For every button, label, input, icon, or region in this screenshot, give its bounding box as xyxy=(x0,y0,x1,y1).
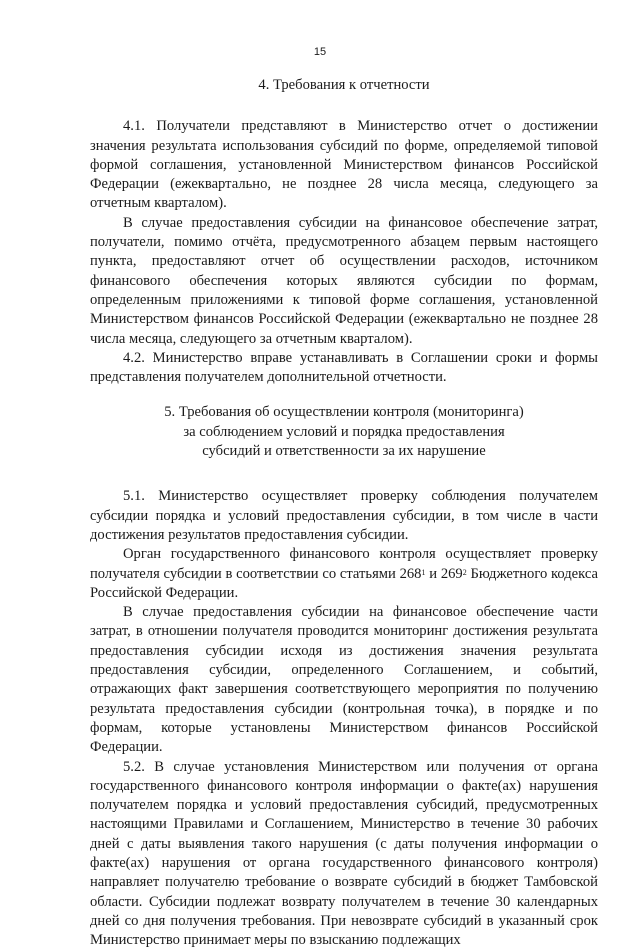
paragraph-4-2: 4.2. Министерство вправе устанавливать в Соглашении сроки и формы представления получателем дополнительной отчетности. xyxy=(90,349,598,388)
section-5-heading xyxy=(90,403,598,461)
audit-text-b: и 269 xyxy=(425,566,462,582)
superscript-1: 1 xyxy=(421,568,425,577)
paragraph-4-1-cont: В случае предоставления субсидии на финансовое обеспечение затрат, получатели, помимо отчёта, предусмотренного абзацем первым настоящего пункта, предоставляют отчет об осуществлении расходов, источником финансового обеспечения которых являются субсидии по формам, определенным приложениями к типовой форме соглашения, установленной Министерством финансов Российской Федерации (ежеквартально не позднее 28 числа месяца, следующего за отчетным кварталом). xyxy=(90,214,598,349)
audit-text-c: Бюджетного кодекса Российской Федерации. xyxy=(90,566,598,601)
section-4-heading: 4. Требования к отчетности xyxy=(90,76,598,95)
paragraph-5-2: 5.2. В случае установления Министерством или получения от органа государственного финансового контроля информации о факте(ах) нарушения получателем порядка и условий предоставления субсидий, предусмотренных настоящими Правилами и Соглашением, Министерство в течение 30 рабочих дней с даты выявления такого нарушения (с даты получения информации о факте(ах) нарушения от органа государственного финансового контроля) направляет получателю требование о возврате субсидий в бюджет Тамбовской области. Субсидии подлежат возврату получателем в течение 30 календарных дней со дня получения требования. При невозврате субсидий в указанный срок Министерство принимает меры по взысканию подлежащих xyxy=(90,758,598,950)
section-5-heading-line-3: субсидий и ответственности за их нарушение xyxy=(90,442,598,461)
paragraph-4-1: 4.1. Получатели представляют в Министерство отчет о достижении значения результата использования субсидий по форме, определяемой типовой формой соглашения, установленной Министерством финансов Российской Федерации (ежеквартально, не позднее 28 числа месяца, следующего за отчетным кварталом). xyxy=(90,117,598,213)
paragraph-5-1: 5.1. Министерство осуществляет проверку соблюдения получателем субсидии порядка и условий предоставления субсидии, в том числе в части достижения результатов предоставления субсидии. xyxy=(90,487,598,545)
audit-text-a: Орган государственного финансового контроля осуществляет проверку получателя субсидии в соответствии со статьями 268 xyxy=(90,546,598,581)
page-content xyxy=(90,62,598,950)
section-5-heading-line-1: 5. Требования об осуществлении контроля (мониторинга) xyxy=(90,403,598,422)
paragraph-5-1-monitoring: В случае предоставления субсидии на финансовое обеспечение части затрат, в отношении получателя проводится мониторинг достижения результата предоставления субсидии исходя из достижения значения результата предоставления субсидии, определенного Соглашением, и событий, отражающих факт завершения соответствующего мероприятия по получению результата предоставления субсидии (контрольная точка), в порядке и по формам, которые установлены Министерством финансов Российской Федерации. xyxy=(90,603,598,757)
page-number: 15 xyxy=(0,46,640,58)
paragraph-5-1-audit xyxy=(90,545,598,603)
section-5-heading-line-2: за соблюдением условий и порядка предоставления xyxy=(90,423,598,442)
superscript-2: 2 xyxy=(463,568,467,577)
